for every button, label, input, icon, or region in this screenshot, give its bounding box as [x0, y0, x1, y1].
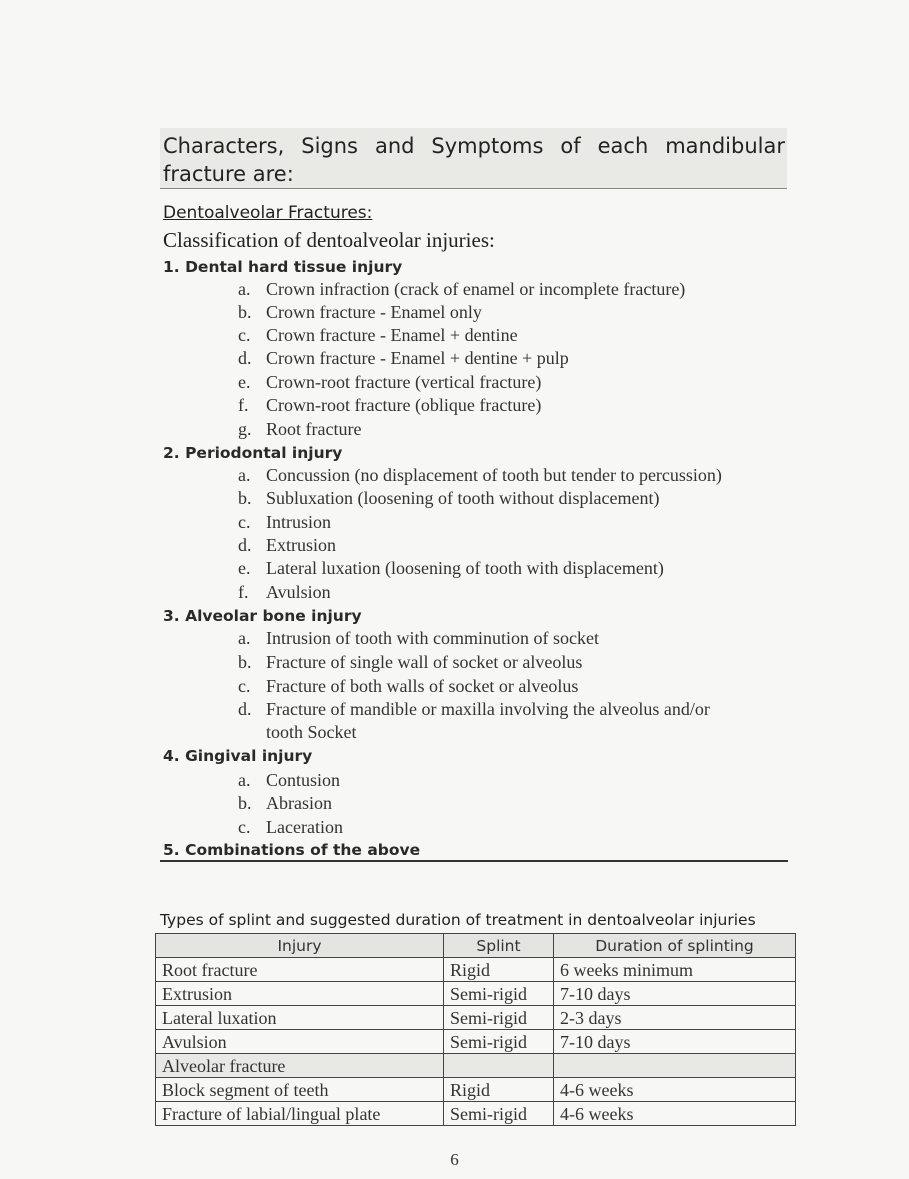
- category-title: 1. Dental hard tissue injury: [163, 258, 403, 276]
- item-letter: d.: [238, 535, 252, 555]
- table-cell: 7-10 days: [554, 982, 796, 1006]
- table-cell: Alveolar fracture: [156, 1054, 444, 1078]
- item-letter: a.: [238, 628, 251, 648]
- table-row: [156, 1078, 796, 1102]
- item-letter: f.: [238, 395, 249, 415]
- list-item: [238, 676, 578, 697]
- table-cell: [444, 1054, 554, 1078]
- list-item: [238, 419, 361, 440]
- table-row: [156, 1102, 796, 1126]
- category-title: 4. Gingival injury: [163, 747, 313, 765]
- table-cell: Avulsion: [156, 1030, 444, 1054]
- table-cell: Rigid: [444, 958, 554, 982]
- category-title: 3. Alveolar bone injury: [163, 607, 362, 625]
- list-item: [238, 770, 340, 791]
- section-divider: [160, 860, 788, 862]
- item-letter: b.: [238, 302, 252, 322]
- table-cell: Root fracture: [156, 958, 444, 982]
- item-letter: d.: [238, 348, 252, 368]
- table-header-row: [156, 934, 796, 958]
- item-letter: b.: [238, 652, 252, 672]
- item-text: Crown fracture - Enamel + dentine: [266, 325, 518, 345]
- column-header: Injury: [156, 934, 444, 958]
- item-text: Fracture of single wall of socket or alveolus: [266, 652, 583, 672]
- list-item: [238, 488, 659, 509]
- list-item: [238, 558, 664, 579]
- table-cell: 6 weeks minimum: [554, 958, 796, 982]
- list-item: [238, 325, 518, 346]
- classification-title: Classification of dentoalveolar injuries:: [163, 228, 495, 252]
- table-cell: Semi-rigid: [444, 982, 554, 1006]
- item-text: Crown fracture - Enamel only: [266, 302, 482, 322]
- column-header: Splint: [444, 934, 554, 958]
- item-letter: c.: [238, 817, 251, 837]
- item-text: Crown infraction (crack of enamel or incomplete fracture): [266, 279, 686, 299]
- category-title: 5. Combinations of the above: [163, 841, 421, 859]
- item-text: Extrusion: [266, 535, 336, 555]
- table-subheader-row: [156, 1054, 796, 1078]
- list-item: [238, 279, 685, 300]
- table-cell: Semi-rigid: [444, 1030, 554, 1054]
- table-cell: Fracture of labial/lingual plate: [156, 1102, 444, 1126]
- item-letter: c.: [238, 325, 251, 345]
- section-title: Dentoalveolar Fractures:: [163, 203, 373, 223]
- table-cell: 4-6 weeks: [554, 1078, 796, 1102]
- item-letter: c.: [238, 512, 251, 532]
- table-cell: Semi-rigid: [444, 1102, 554, 1126]
- item-letter: a.: [238, 279, 251, 299]
- item-text: Crown-root fracture (vertical fracture): [266, 372, 542, 392]
- page-heading: Characters, Signs and Symptoms of each mandibular fracture are:: [163, 134, 785, 186]
- item-letter: f.: [238, 582, 249, 602]
- list-item: [238, 372, 541, 393]
- table-cell: 4-6 weeks: [554, 1102, 796, 1126]
- item-text: Laceration: [266, 817, 343, 837]
- item-text: Intrusion of tooth with comminution of socket: [266, 628, 599, 648]
- list-item: [238, 302, 482, 323]
- list-item-continuation: tooth Socket: [266, 722, 357, 742]
- list-item: [238, 699, 710, 720]
- list-item: [238, 512, 331, 533]
- item-text: Fracture of mandible or maxilla involving the alveolus and/or: [266, 699, 710, 719]
- list-item: [238, 817, 343, 838]
- item-letter: d.: [238, 699, 252, 719]
- list-item: [238, 582, 331, 603]
- item-letter: e.: [238, 372, 251, 392]
- item-letter: b.: [238, 488, 252, 508]
- item-text: Abrasion: [266, 793, 332, 813]
- table-cell: Lateral luxation: [156, 1006, 444, 1030]
- item-letter: e.: [238, 558, 251, 578]
- list-item: [238, 465, 722, 486]
- item-text: Root fracture: [266, 419, 362, 439]
- list-item: [238, 395, 541, 416]
- table-cell: [554, 1054, 796, 1078]
- item-letter: g.: [238, 419, 252, 439]
- item-text: Lateral luxation (loosening of tooth with displacement): [266, 558, 664, 578]
- table-row: [156, 982, 796, 1006]
- column-header: Duration of splinting: [554, 934, 796, 958]
- table-cell: Rigid: [444, 1078, 554, 1102]
- table-cell: 2-3 days: [554, 1006, 796, 1030]
- item-text: Avulsion: [266, 582, 331, 602]
- page-number: 6: [450, 1150, 459, 1169]
- list-item: [238, 348, 569, 369]
- table-cell: Block segment of teeth: [156, 1078, 444, 1102]
- list-item: [238, 652, 582, 673]
- table-row: [156, 1006, 796, 1030]
- table-row: [156, 1030, 796, 1054]
- item-letter: b.: [238, 793, 252, 813]
- list-item: [238, 628, 599, 649]
- item-text: Crown fracture - Enamel + dentine + pulp: [266, 348, 569, 368]
- item-letter: a.: [238, 465, 251, 485]
- table-row: [156, 958, 796, 982]
- table-cell: Extrusion: [156, 982, 444, 1006]
- item-text: Subluxation (loosening of tooth without displacement): [266, 488, 660, 508]
- table-cell: 7-10 days: [554, 1030, 796, 1054]
- item-text: Crown-root fracture (oblique fracture): [266, 395, 542, 415]
- table-cell: Semi-rigid: [444, 1006, 554, 1030]
- list-item: [238, 793, 332, 814]
- category-title: 2. Periodontal injury: [163, 444, 343, 462]
- item-text: Contusion: [266, 770, 341, 790]
- splint-table: [155, 933, 796, 1126]
- item-letter: a.: [238, 770, 251, 790]
- item-text: Intrusion: [266, 512, 331, 532]
- item-letter: c.: [238, 676, 251, 696]
- item-text: Fracture of both walls of socket or alveolus: [266, 676, 579, 696]
- list-item: [238, 535, 336, 556]
- table-caption: Types of splint and suggested duration of treatment in dentoalveolar injuries: [160, 911, 756, 929]
- item-text: Concussion (no displacement of tooth but tender to percussion): [266, 465, 722, 485]
